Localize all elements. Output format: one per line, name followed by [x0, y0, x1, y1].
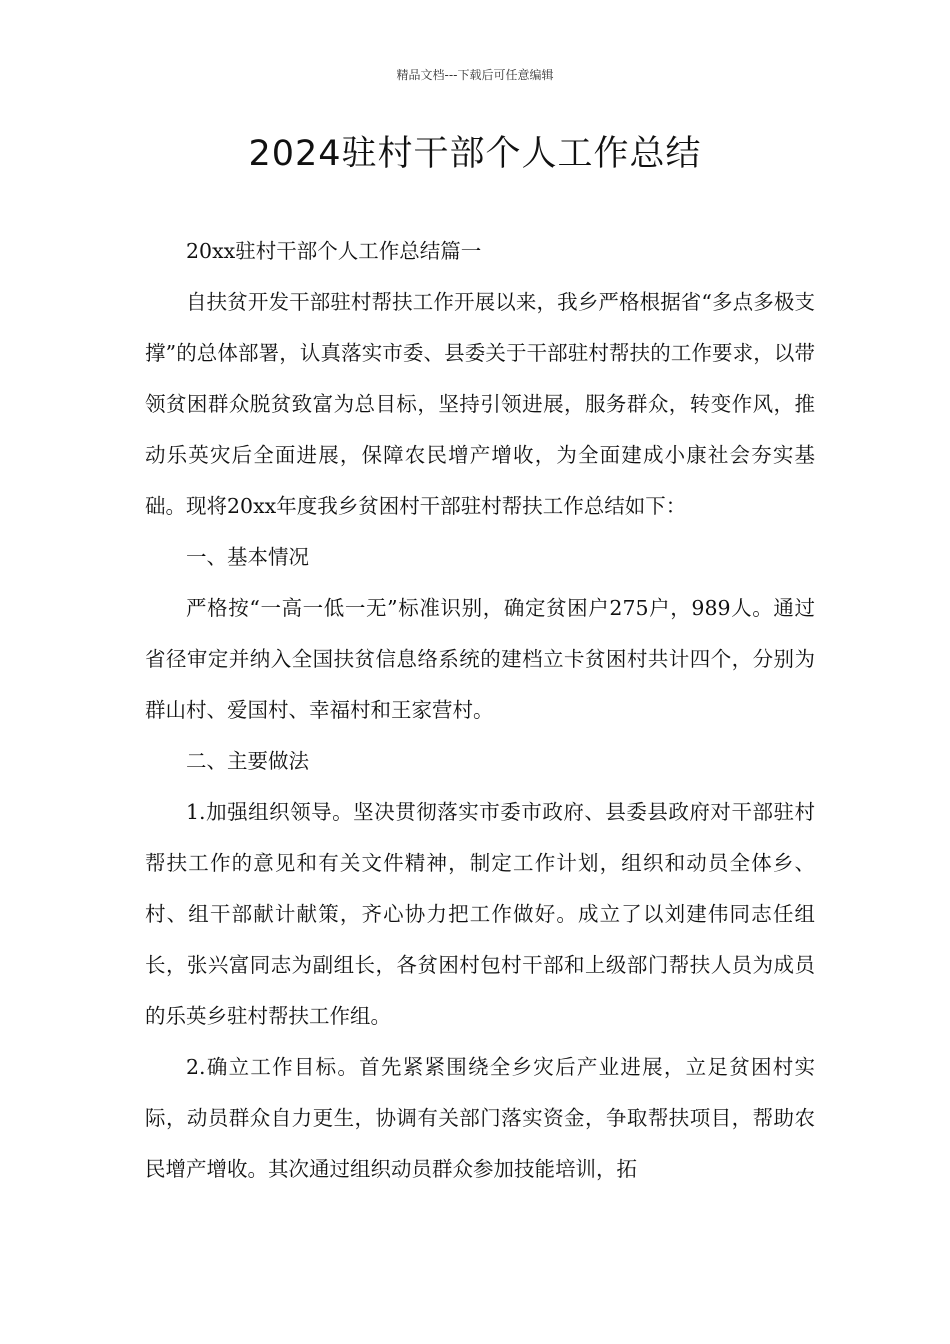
- section-heading-methods: 二、主要做法: [186, 749, 309, 773]
- section-heading-basic: 一、基本情况: [186, 545, 309, 569]
- paragraph-method-1: 1.加强组织领导。坚决贯彻落实市委市政府、县委县政府对干部驻村帮扶工作的意见和有关文件精神，制定工作计划，组织和动员全体乡、村、组干部献计献策，齐心协力把工作做好。成立了以刘建伟同志任组长，张兴富同志为副组长，各贫困村包村干部和上级部门帮扶人员为成员的乐英乡驻村帮扶工作组。: [145, 800, 815, 1028]
- paragraph-method-2: 2.确立工作目标。首先紧紧围绕全乡灾后产业进展，立足贫困村实际，动员群众自力更生，协调有关部门落实资金，争取帮扶项目，帮助农民增产增收。其次通过组织动员群众参加技能培训，拓: [145, 1055, 815, 1181]
- paragraph-basic: 严格按“一高一低一无”标准识别，确定贫困户275户，989人。通过省径审定并纳入全国扶贫信息络系统的建档立卡贫困村共计四个，分别为群山村、爱国村、幸福村和王家营村。: [145, 596, 815, 722]
- document-title: 2024驻村干部个人工作总结: [248, 134, 702, 174]
- paragraph-intro: 自扶贫开发干部驻村帮扶工作开展以来，我乡严格根据省“多点多极支撑”的总体部署，认真落实市委、县委关于干部驻村帮扶的工作要求，以带领贫困群众脱贫致富为总目标，坚持引领进展，服务群众，转变作风，推动乐英灾后全面进展，保障农民增产增收，为全面建成小康社会夯实基础。现将20xx年度我乡贫困村干部驻村帮扶工作总结如下：: [145, 290, 815, 518]
- header-note: 精品文档---下载后可任意编辑: [396, 68, 554, 82]
- paragraph-subtitle: 20xx驻村干部个人工作总结篇一: [186, 239, 482, 263]
- document-body: [145, 226, 815, 1195]
